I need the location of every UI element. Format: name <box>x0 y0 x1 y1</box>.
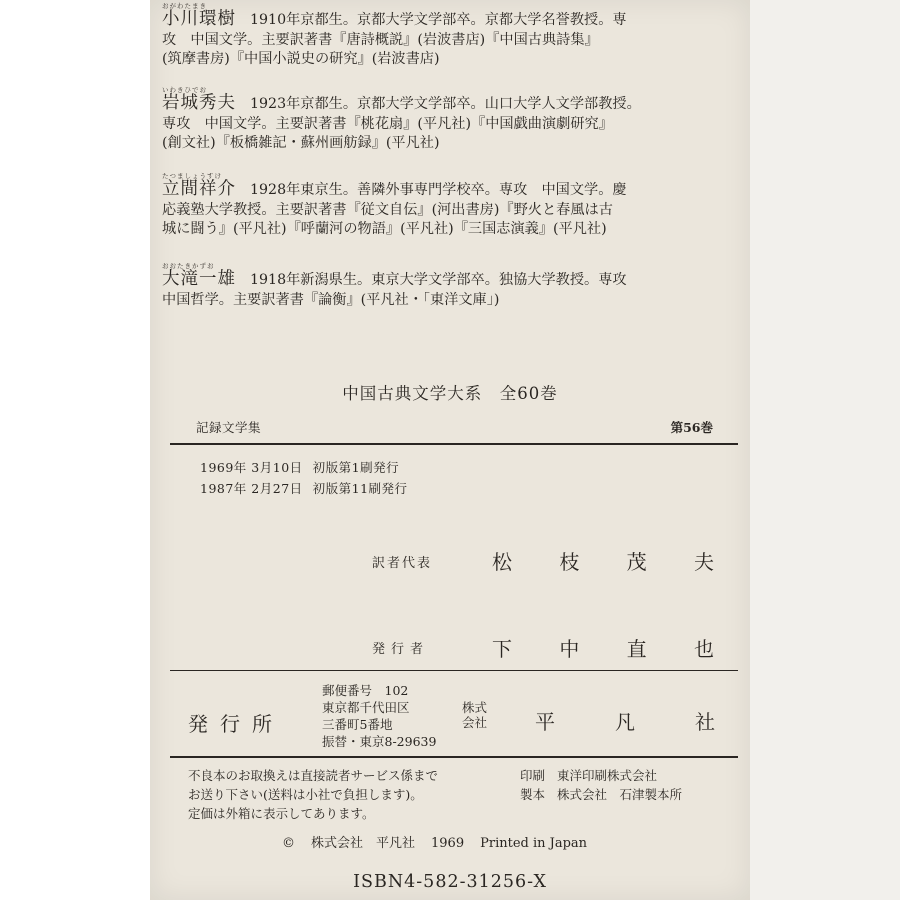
name-char: 枝 <box>559 550 580 574</box>
name-char: 凡 <box>615 710 635 734</box>
publisher-person-label: 発行者 <box>372 642 430 657</box>
bio-line: 1910年京都生。京都大学文学部卒。京都大学名誉教授。専 <box>250 12 627 28</box>
pub-date: 1969年 3月10日 <box>200 460 303 475</box>
collection-title: 記録文学集 <box>196 420 262 435</box>
background-margin <box>750 0 900 900</box>
bio-line: 城に闘う』(平凡社)『呼蘭河の物語』(平凡社)『三国志演義』(平凡社) <box>162 221 607 237</box>
copyright-year: 1969 <box>431 836 465 851</box>
bio-line: 1918年新潟県生。東京大学文学部卒。独協大学教授。専攻 <box>250 272 627 288</box>
bio-ruby: いわきひでお <box>162 86 207 94</box>
copyright-holder: 株式会社 平凡社 <box>311 836 416 851</box>
volume-number: 第56巻 <box>670 420 713 435</box>
binder-label: 製本 <box>520 787 546 802</box>
name-char: 中 <box>559 637 580 661</box>
bio-tatsuma <box>162 172 747 240</box>
name-char: 松 <box>492 550 512 574</box>
series-title: 中国古典文学大系 全60巻 <box>342 384 558 403</box>
printed-in: Printed in Japan <box>480 836 588 851</box>
printer-value: 東洋印刷株式会社 <box>557 768 658 783</box>
name-char: 下 <box>492 637 512 661</box>
bio-name: 立間祥介 <box>162 179 236 199</box>
pub-date: 1987年 2月27日 <box>200 481 303 496</box>
name-char: 夫 <box>693 550 714 574</box>
divider-rule <box>170 443 738 445</box>
copyright-icon: © <box>282 836 295 851</box>
copyright-line <box>282 832 603 851</box>
kabushiki-gaisha <box>462 700 487 730</box>
bio-ogawa <box>162 2 747 70</box>
binder-row <box>520 785 682 804</box>
address-line: 郵便番号 102 <box>322 683 409 698</box>
bio-line: (筑摩書房)『中国小説史の研究』(岩波書店) <box>162 51 440 67</box>
bio-otaki <box>162 262 747 310</box>
pub-edition: 初版第1刷発行 <box>312 460 400 475</box>
notice-line: 不良本のお取換えは直接読者サービス係まで <box>188 768 439 783</box>
pub-date-latest <box>200 479 418 497</box>
notice-block <box>188 766 438 823</box>
translator-label: 訳者代表 <box>372 556 433 571</box>
pub-date-first <box>200 458 409 476</box>
name-char: 直 <box>626 637 647 661</box>
publisher-person-name <box>492 633 714 662</box>
name-char: 社 <box>695 710 715 734</box>
kabushiki-top: 株式 <box>462 700 488 715</box>
colophon-page <box>150 0 750 900</box>
kabushiki-bottom: 会社 <box>462 715 488 730</box>
divider-rule <box>170 670 738 671</box>
bio-line: 応義塾大学教授。主要訳著書『従文自伝』(河出書房)『野火と春風は古 <box>162 201 613 218</box>
bio-name: 岩城秀夫 <box>162 93 236 113</box>
name-char: 平 <box>535 710 555 734</box>
publisher-name <box>535 706 715 735</box>
name-char: 也 <box>693 637 714 661</box>
address-line: 振替・東京8-29639 <box>322 734 437 749</box>
bio-ruby: たつましょうすけ <box>162 172 222 180</box>
bio-line: 中国哲学。主要訳著書『論衡』(平凡社・「東洋文庫」) <box>162 291 500 308</box>
bio-ruby: おおたきかずお <box>162 262 215 270</box>
address-line: 三番町5番地 <box>322 717 393 732</box>
translator-name <box>492 546 714 575</box>
bio-ruby: おがわたまき <box>162 2 207 10</box>
bio-line: 攻 中国文学。主要訳著書『唐詩概説』(岩波書店)『中国古典詩集』 <box>162 31 599 48</box>
bio-name: 大滝一雄 <box>162 269 236 289</box>
printer-row <box>520 766 682 785</box>
bio-line: 1923年京都生。京都大学文学部卒。山口大学人文学部教授。 <box>250 96 641 112</box>
bio-line: (創文社)『板橋雑記・蘇州画舫録』(平凡社) <box>162 135 440 151</box>
isbn: ISBN4-582-31256-X <box>353 872 547 892</box>
binder-value: 株式会社 石津製本所 <box>557 787 683 802</box>
bio-iwaki <box>162 86 747 154</box>
publisher-label: 発行所 <box>188 712 284 736</box>
publisher-address <box>322 682 436 750</box>
printer-label: 印刷 <box>520 768 546 783</box>
printing-block <box>520 766 682 804</box>
pub-edition: 初版第11刷発行 <box>312 481 408 496</box>
bio-line: 専攻 中国文学。主要訳著書『桃花扇』(平凡社)『中国戯曲演劇研究』 <box>162 115 613 132</box>
notice-line: お送り下さい(送料は小社で負担します)。 <box>188 787 423 802</box>
bio-name: 小川環樹 <box>162 9 236 29</box>
notice-line: 定価は外箱に表示してあります。 <box>188 806 375 821</box>
name-char: 茂 <box>626 550 647 574</box>
divider-rule <box>170 756 738 758</box>
bio-line: 1928年東京生。善隣外事専門学校卒。専攻 中国文学。慶 <box>250 182 627 198</box>
address-line: 東京都千代田区 <box>322 700 410 715</box>
